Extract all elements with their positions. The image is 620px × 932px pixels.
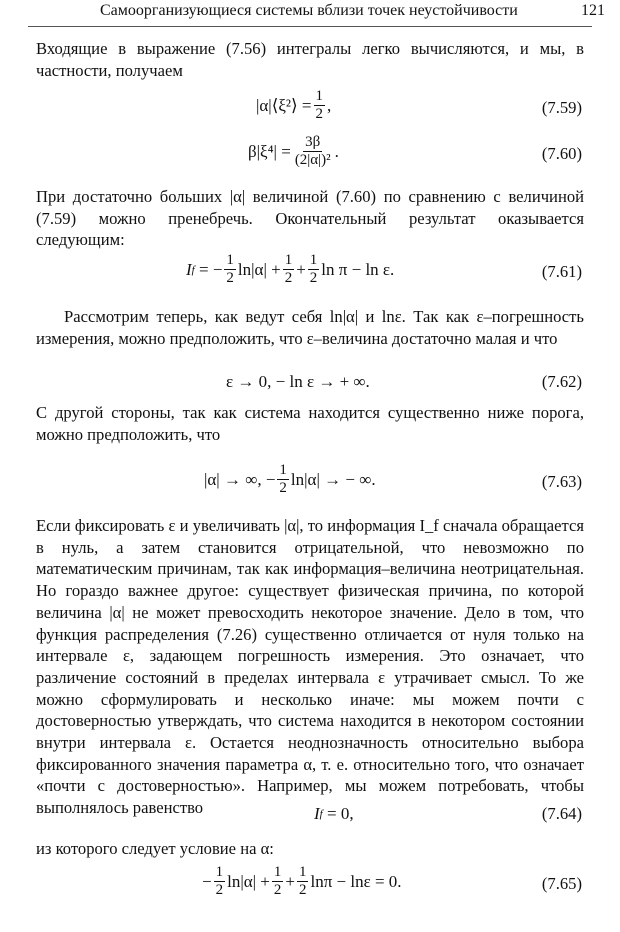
eq-text: ln π − ln ε. [321,259,395,279]
numerator: 3β [305,134,321,150]
eq-text: ln|α| + [227,871,270,891]
numerator: 1 [215,864,224,880]
numerator: 1 [279,462,287,478]
paragraph-4: С другой стороны, так как система находится существенно ниже порога, можно предположить, что [36,403,584,444]
page-number: 121 [581,2,605,19]
equation-number: (7.60) [541,144,582,163]
equation-number: (7.59) [541,98,582,117]
equation-7-59 [36,88,584,132]
eq-lhs: |α|⟨ξ²⟩ = [256,95,312,115]
paragraph-2: При достаточно больших |α| величиной (7.60) по сравнению с величиной (7.59) можно пренебречь. Окончательный результат оказывается следующим: [36,187,584,250]
numerator: 1 [309,252,318,268]
header-rule [28,26,592,27]
fraction [293,134,333,169]
denominator: 2 [226,270,234,286]
eq-text: − [202,871,212,891]
paragraph-3: Рассмотрим теперь, как ведут себя ln|α| и lnε. Так как ε–погрешность измерения, можно предположить, что ε–величина достаточно малая и что [36,307,584,348]
equation-7-61 [36,252,584,296]
eq-text: |α| → ∞, − [204,469,276,489]
denominator: 2 [298,882,307,898]
paragraph-5: Если фиксировать ε и увеличивать |α|, то информация I_f сначала обращается в нуль, а затем становится отрицательной, что невозможно по математическим причинам, так как информация–величина неотрицательная. Но гораздо важнее другое: существует физическая причина, по которой величина |α| не может превосходить некоторое значение. Дело в том, что функция распределения (7.26) существенно отличается от нуля только на интервале ε, задающем погрешность измерения. Это означает, что различение состояний в пределах интервала ε утрачивает смысл. То же можно сформулировать и несколько иначе: мы можем почти с достоверностью утверждать, что система находится в некотором состоянии внутри интервала ε. Остается неоднозначность относительно выбора фиксированного значения параметра α, т. е. относительно того, что означает «почти с достоверностью». Например, мы можем потребовать, чтобы выполнялось равенство [36,516,584,818]
eq-text: ln|α| → − ∞. [290,469,376,489]
denominator: 2 [309,270,318,286]
equation-number: (7.63) [541,472,582,491]
info-subscript: f [319,808,323,820]
equation-number: (7.62) [541,372,582,391]
eq-tail: . [334,141,339,161]
numerator: 1 [273,864,282,880]
denominator: 2 [279,480,287,496]
fraction [224,252,236,287]
numerator: 1 [226,252,234,268]
fraction [314,88,326,123]
numerator: 1 [284,252,293,268]
eq-tail: , [327,95,332,115]
fraction [214,864,226,899]
equation-7-63 [36,462,584,506]
fraction [297,864,309,899]
numerator: 1 [315,88,323,104]
eq-text: = 0, [326,804,354,823]
fraction [277,462,289,497]
page-header [100,2,605,20]
info-symbol: I [314,804,320,823]
info-symbol: I [186,259,192,279]
eq-lhs: β|ξ⁴| = [248,141,291,161]
denominator: 2 [215,882,224,898]
equation-number: (7.61) [541,262,582,281]
paragraph-1: Входящие в выражение (7.56) интегралы легко вычисляются, и мы, в частности, получаем [36,39,584,80]
eq-text: + [285,871,295,891]
info-subscript: f [191,263,195,276]
equation-number: (7.65) [541,874,582,893]
denominator: 2 [273,882,282,898]
denominator: 2 [315,106,323,122]
eq-text: lnπ − lnε = 0. [310,871,402,891]
eq-text: ε → 0, − ln ε → + ∞. [226,372,370,391]
eq-text: ln|α| + [237,259,281,279]
numerator: 1 [298,864,307,880]
denominator: 2 [284,270,293,286]
running-title: Самоорганизующиеся системы вблизи точек неустойчивости [100,2,518,19]
fraction [272,864,284,899]
eq-text: + [296,259,306,279]
equation-7-65 [36,864,584,908]
eq-text: = − [198,259,223,279]
fraction [308,252,320,287]
paragraph-6: из которого следует условие на α: [36,839,274,858]
equation-7-60 [36,134,584,178]
denominator: (2|α|)² [294,152,331,168]
equation-number: (7.64) [541,804,582,823]
fraction [283,252,295,287]
